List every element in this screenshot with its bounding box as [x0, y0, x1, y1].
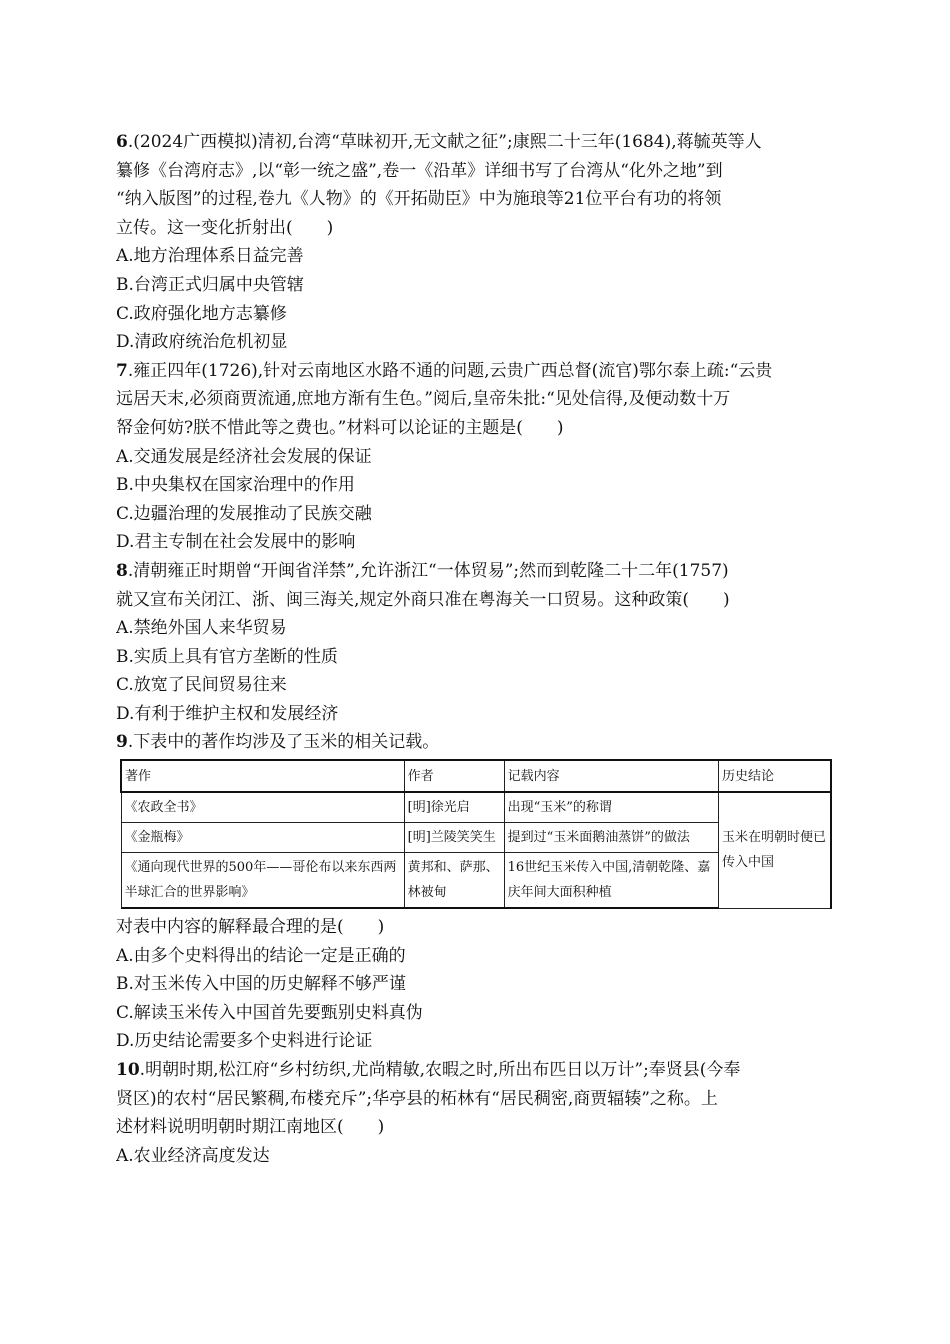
cell-author: 黄邦和、萨那、林被甸: [404, 853, 504, 909]
column-header-conclusion: 历史结论: [719, 760, 831, 792]
question-7: [116, 357, 834, 557]
cell-content: 提到过“玉米面鹅油蒸饼”的做法: [504, 823, 718, 853]
question-stem-line: 述材料说明明朝时期江南地区( ): [116, 1117, 385, 1138]
option-b: B.台湾正式归属中央管辖: [116, 274, 304, 295]
question-9: [116, 728, 834, 1056]
question-stem-line: 帑金何妨?朕不惜此等之费也。”材料可以论证的主题是( ): [116, 417, 564, 438]
option-d: D.历史结论需要多个史料进行论证: [116, 1031, 373, 1052]
option-a: A.交通发展是经济社会发展的保证: [116, 446, 372, 467]
question-number: 9: [116, 732, 128, 753]
option-b: B.实质上具有官方垄断的性质: [116, 646, 338, 667]
option-c: C.政府强化地方志纂修: [116, 303, 287, 324]
question-number: 8: [116, 560, 128, 581]
corn-records-table: [120, 759, 832, 909]
option-a: A.地方治理体系日益完善: [116, 246, 304, 267]
option-a: A.禁绝外国人来华贸易: [116, 618, 287, 639]
table-row: [121, 792, 831, 823]
option-d: D.有利于维护主权和发展经济: [116, 703, 339, 724]
question-number: 6: [116, 132, 128, 152]
cell-conclusion: 玉米在明朝时便已传入中国: [719, 792, 831, 908]
column-header-author: 作者: [404, 760, 504, 792]
cell-content: 出现“玉米”的称谓: [504, 792, 718, 823]
question-number: 7: [116, 360, 128, 381]
option-a: A.农业经济高度发达: [116, 1145, 270, 1166]
exam-page: [116, 128, 834, 1170]
cell-author: [明]徐光启: [404, 792, 504, 823]
question-stem-line: 9.下表中的著作均涉及了玉米的相关记载。: [116, 732, 440, 753]
column-header-work: 著作: [121, 760, 404, 792]
question-stem-line: 6.(2024广西模拟)清初,台湾“草昧初开,无文献之征”;康熙二十三年(1684),蒋毓英等人: [116, 132, 762, 152]
question-stem-line: 立传。这一变化折射出( ): [116, 217, 334, 238]
question-8: [116, 557, 834, 729]
cell-content: 16世纪玉米传入中国,清朝乾隆、嘉庆年间大面积种植: [504, 853, 718, 909]
cell-work: 《金瓶梅》: [121, 823, 404, 853]
option-c: C.放宽了民间贸易往来: [116, 675, 287, 696]
question-6: [116, 128, 834, 357]
option-c: C.解读玉米传入中国首先要甄别史料真伪: [116, 1002, 423, 1023]
option-d: D.君主专制在社会发展中的影响: [116, 532, 356, 553]
question-10: [116, 1056, 834, 1170]
question-stem-line: 远居天末,必须商贾流通,庶地方渐有生色。”阅后,皇帝朱批:“见处信得,及便动数十万: [116, 389, 731, 410]
column-header-content: 记载内容: [504, 760, 718, 792]
option-c: C.边疆治理的发展推动了民族交融: [116, 503, 372, 524]
question-number: 10: [116, 1060, 140, 1081]
cell-work: 《农政全书》: [121, 792, 404, 823]
cell-work: 《通向现代世界的500年——哥伦布以来东西两半球汇合的世界影响》: [121, 853, 404, 909]
question-stem-line: “纳入版图”的过程,卷九《人物》的《开拓勋臣》中为施琅等21位平台有功的将领: [116, 189, 722, 210]
option-d: D.清政府统治危机初显: [116, 332, 288, 353]
question-stem-line: 就又宣布关闭江、浙、闽三海关,规定外商只准在粤海关一口贸易。这种政策( ): [116, 589, 730, 610]
question-stem-line: 8.清朝雍正时期曾“开闽省洋禁”,允许浙江“一体贸易”;然而到乾隆二十二年(1757): [116, 560, 729, 581]
question-stem-line: 对表中内容的解释最合理的是( ): [116, 917, 385, 938]
cell-author: [明]兰陵笑笑生: [404, 823, 504, 853]
table-header-row: [121, 760, 831, 792]
question-stem-line: 7.雍正四年(1726),针对云南地区水路不通的问题,云贵广西总督(流官)鄂尔泰上疏:“云贵: [116, 360, 773, 381]
question-stem-line: 纂修《台湾府志》,以“彰一统之盛”,卷一《沿革》详细书写了台湾从“化外之地”到: [116, 160, 723, 181]
question-stem-line: 10.明朝时期,松江府“乡村纺织,尤尚精敏,农暇之时,所出布匹日以万计”;奉贤县(今奉: [116, 1060, 741, 1081]
question-stem-line: 贤区)的农村“居民繁稠,布楼充斥”;华亭县的柘林有“居民稠密,商贾辐辏”之称。上: [116, 1088, 718, 1109]
option-a: A.由多个史料得出的结论一定是正确的: [116, 945, 406, 966]
option-b: B.对玉米传入中国的历史解释不够严谨: [116, 974, 406, 995]
option-b: B.中央集权在国家治理中的作用: [116, 475, 355, 496]
